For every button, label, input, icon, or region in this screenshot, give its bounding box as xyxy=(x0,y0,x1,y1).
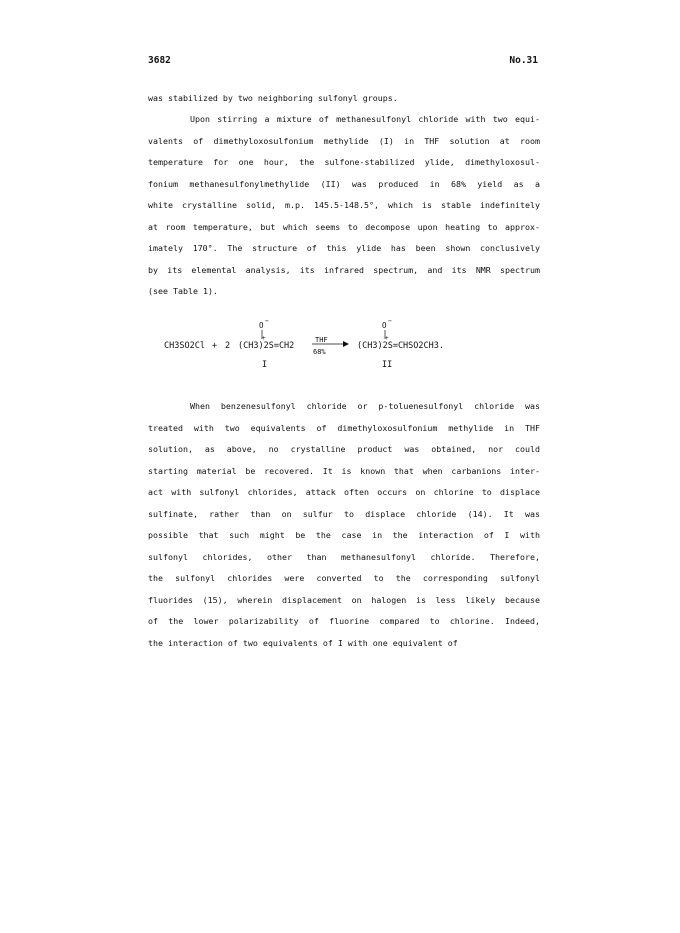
label-compound-i: I xyxy=(262,360,268,370)
charge-minus-reactant: − xyxy=(265,317,269,325)
text-line: (see Table 1). xyxy=(148,286,218,296)
label-compound-ii: II xyxy=(382,360,393,370)
text-line: valents of dimethyloxosulfonium methylide (I) in THF solution at room xyxy=(148,135,540,146)
page-header xyxy=(148,55,538,69)
oxide-label-reactant: O xyxy=(259,321,264,330)
text-line: Upon stirring a mixture of methanesulfonyl chloride with two equi- xyxy=(190,114,540,124)
paragraph-arenesulfonyl xyxy=(148,396,540,654)
page-number: 3682 xyxy=(148,55,171,66)
reactant-methanesulfonyl-chloride: CH3SO2Cl xyxy=(164,341,205,351)
paragraph-stabilized xyxy=(148,88,540,110)
arrowhead xyxy=(343,341,349,347)
charge-minus-product: − xyxy=(388,317,392,325)
plus-sign: + xyxy=(212,341,218,351)
text-line: at room temperature, but which seems to decompose upon heating to approx- xyxy=(148,221,540,232)
oxide-label-product: O xyxy=(382,321,387,330)
text-line: the sulfonyl chlorides were converted to the corresponding sulfonyl xyxy=(148,573,540,583)
reaction-yield: 68% xyxy=(313,348,326,356)
text-line: possible that such might be the case in the interaction of I with xyxy=(148,530,540,540)
coefficient: 2 xyxy=(225,341,231,351)
charge-plus-product: + xyxy=(385,335,389,342)
text-line: by its elemental analysis, its infrared spectrum, and its NMR spectrum xyxy=(148,264,540,275)
reagent-thf: THF xyxy=(315,336,328,344)
text-line: the interaction of two equivalents of I with one equivalent of xyxy=(148,637,458,648)
text-line: temperature for one hour, the sulfone-stabilized ylide, dimethyloxosul- xyxy=(148,157,540,167)
text-line: of the lower polarizability of fluorine compared to chlorine. Indeed, xyxy=(148,616,540,626)
text-line: fluorides (15), wherein displacement on halogen is less likely because xyxy=(148,594,540,605)
text-line: starting material be recovered. It is known that when carbanions inter- xyxy=(148,465,540,476)
text-line: white crystalline solid, m.p. 145.5-148.5°, which is stable indefinitely xyxy=(148,200,540,210)
text-line: sulfinate, rather than on sulfur to displace chloride (14). It was xyxy=(148,508,540,519)
text-line: imately 170°. The structure of this ylide has been shown conclusively xyxy=(148,243,540,253)
reactant-ylide: (CH3)2S=CH2 xyxy=(238,341,295,351)
text-line: solution, as above, no crystalline product was obtained, nor could xyxy=(148,444,540,454)
text-line: treated with two equivalents of dimethyloxosulfonium methylide in THF xyxy=(148,422,540,433)
text-line: sulfonyl chlorides, other than methanesulfonyl chloride. Therefore, xyxy=(148,551,540,562)
charge-plus-reactant: + xyxy=(262,335,266,342)
text-line: act with sulfonyl chlorides, attack often occurs on chlorine to displace xyxy=(148,487,540,497)
issue-number: No.31 xyxy=(509,55,538,66)
paragraph-synthesis xyxy=(148,109,540,303)
text-line: was stabilized by two neighboring sulfonyl groups. xyxy=(148,93,398,103)
text-line: When benzenesulfonyl chloride or p-toluenesulfonyl chloride was xyxy=(190,401,540,411)
product-ylide: (CH3)2S=CHSO2CH3. xyxy=(357,341,444,351)
text-line: fonium methanesulfonylmethylide (II) was produced in 68% yield as a xyxy=(148,178,540,189)
